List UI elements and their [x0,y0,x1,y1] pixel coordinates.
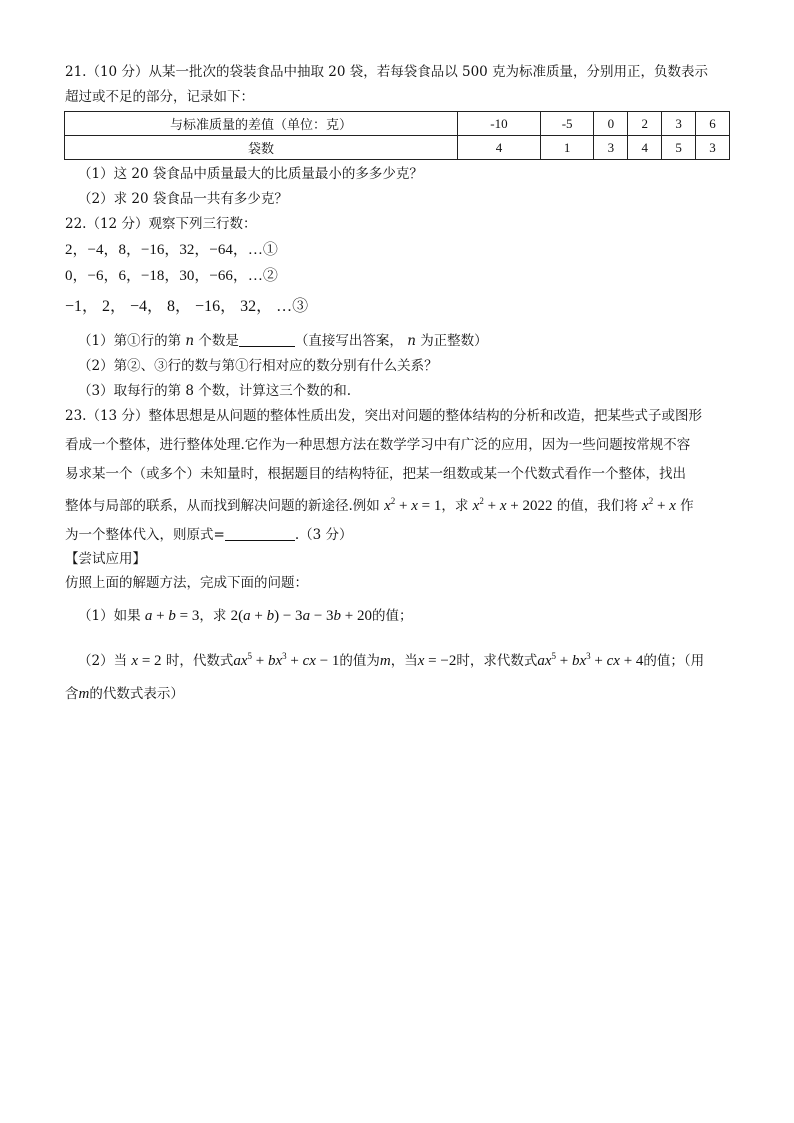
q23-sub2-text-c: 的值为 [339,653,380,669]
q21-sub1: （1）这 20 袋食品中质量最大的比质量最小的多多少克？ [78,166,423,182]
var-n: n [185,333,195,349]
q21-line1: 21.（10 分）从某一批次的袋装食品中抽取 20 袋，若每袋食品以 500 克为标准质量，分别用正，负数表示 [65,64,709,80]
table-cell: 0 [594,112,628,136]
table-cell: -10 [458,112,541,136]
q23-sub1 [78,606,413,626]
q21-data-table [64,111,730,160]
q22-row2: 0，−6，6，−18，30，−66，…② [65,268,278,284]
table-row [65,112,730,136]
q23-sub2 [78,651,704,671]
q23-line5-text-a: 为一个整体代入，则原式= [65,527,225,543]
q23-line4-text-a: 整体与局部的联系，从而找到解决问题的新途径.例如 [65,498,380,514]
q22-sub3: （3）取每行的第 8 个数，计算这三个数的和. [78,383,352,399]
q23-line5 [65,525,352,545]
formula-example: $x^2 + x = 1$ [384,496,442,514]
q22-sub1 [78,331,488,351]
formula-x-equals-neg2: x = −2 [417,653,457,669]
q23-sub2-text-d: ，当 [390,653,418,669]
var-m: m [379,653,391,669]
table-cell: -5 [540,112,594,136]
table-cell-label: 与标准质量的差值（单位：克） [65,112,458,136]
q22-sub1-text-b: 个数是 [198,333,239,349]
table-cell: 6 [696,112,730,136]
q22-sub1-text-a: （1）第①行的第 [78,333,182,349]
var-n: n [407,333,416,349]
q23-line4-text-c: 的值，我们将 [556,498,638,514]
table-cell: 3 [662,112,696,136]
section-heading: 【尝试应用】 [65,551,146,567]
formula-polynomial: $ax^5 + bx^3$ + cx − 1 [233,651,340,669]
table-cell: 3 [594,136,628,160]
formula-target: $x^2 + x + 2022$ [472,496,553,514]
q23-line4-text-b: ，求 [441,498,469,514]
answer-blank[interactable] [239,332,295,347]
q21-sub2: （2）求 20 袋食品一共有多少克？ [78,191,288,207]
q23-sub2-text-a: （2）当 [78,653,128,669]
q22-sub1-text-e: 为正整数） [420,333,488,349]
answer-blank[interactable] [225,526,295,541]
q23-intro: 仿照上面的解题方法，完成下面的问题： [65,575,308,591]
q23-sub1-text-a: （1）如果 [78,608,141,624]
formula-x-equals-2: x = 2 [131,653,162,669]
q23-line4 [65,496,694,516]
q23-line4-text-d: 作 [680,498,694,514]
q23-line2: 看成一个整体，进行整体处理.它作为一种思想方法在数学学习中有广泛的应用，因为一些问题按常规不容 [65,437,691,453]
q23-line5-text-b: .（3 分） [294,527,353,543]
q23-sub2-text-h: 的代数式表示） [89,686,184,702]
q23-sub2-text-b: 时，代数式 [165,653,234,669]
q23-sub1-text-b: ，求 [199,608,227,624]
table-cell: 5 [662,136,696,160]
q23-sub2-cont [65,684,184,704]
q22-row3: −1， 2， −4， 8， −16， 32， …③ [65,298,309,315]
table-cell: 4 [628,136,662,160]
table-cell: 3 [696,136,730,160]
formula-expression: 2(a + b) − 3a − 3b + 20 [230,608,372,624]
formula-polynomial-target: $ax^5 + bx^3$ + cx + 4 [537,651,644,669]
q23-sub1-text-c: 的值； [372,608,413,624]
table-cell-label: 袋数 [65,136,458,160]
q23-line3: 易求某一个（或多个）未知量时，根据题目的结构特征，把某一组数或某一个代数式看作一个整体，找出 [65,466,686,482]
q23-sub2-text-f: 的值；（用 [643,653,705,669]
table-cell: 2 [628,112,662,136]
q22-sub2: （2）第②、③行的数与第①行相对应的数分别有什么关系？ [78,358,438,374]
q22-row1: 2，−4，8，−16，32，−64，…① [65,242,278,258]
q22-sub1-text-c: （直接写出答案， [294,333,403,349]
table-cell: 4 [458,136,541,160]
q21-line2: 超过或不足的部分，记录如下： [65,89,254,105]
q23-sub2-text-e: 时，求代数式 [456,653,538,669]
var-m: m [78,686,90,702]
q23-sub2-text-g: 含 [65,686,79,702]
table-row [65,136,730,160]
formula-whole: $x^2 + x$ [642,496,676,514]
table-cell: 1 [540,136,594,160]
q23-line1: 23.（13 分）整体思想是从问题的整体性质出发，突出对问题的整体结构的分析和改造，把某些式子或图形 [65,408,702,424]
formula-condition: a + b = 3 [144,608,200,624]
q22-title: 22.（12 分）观察下列三行数： [65,216,257,232]
